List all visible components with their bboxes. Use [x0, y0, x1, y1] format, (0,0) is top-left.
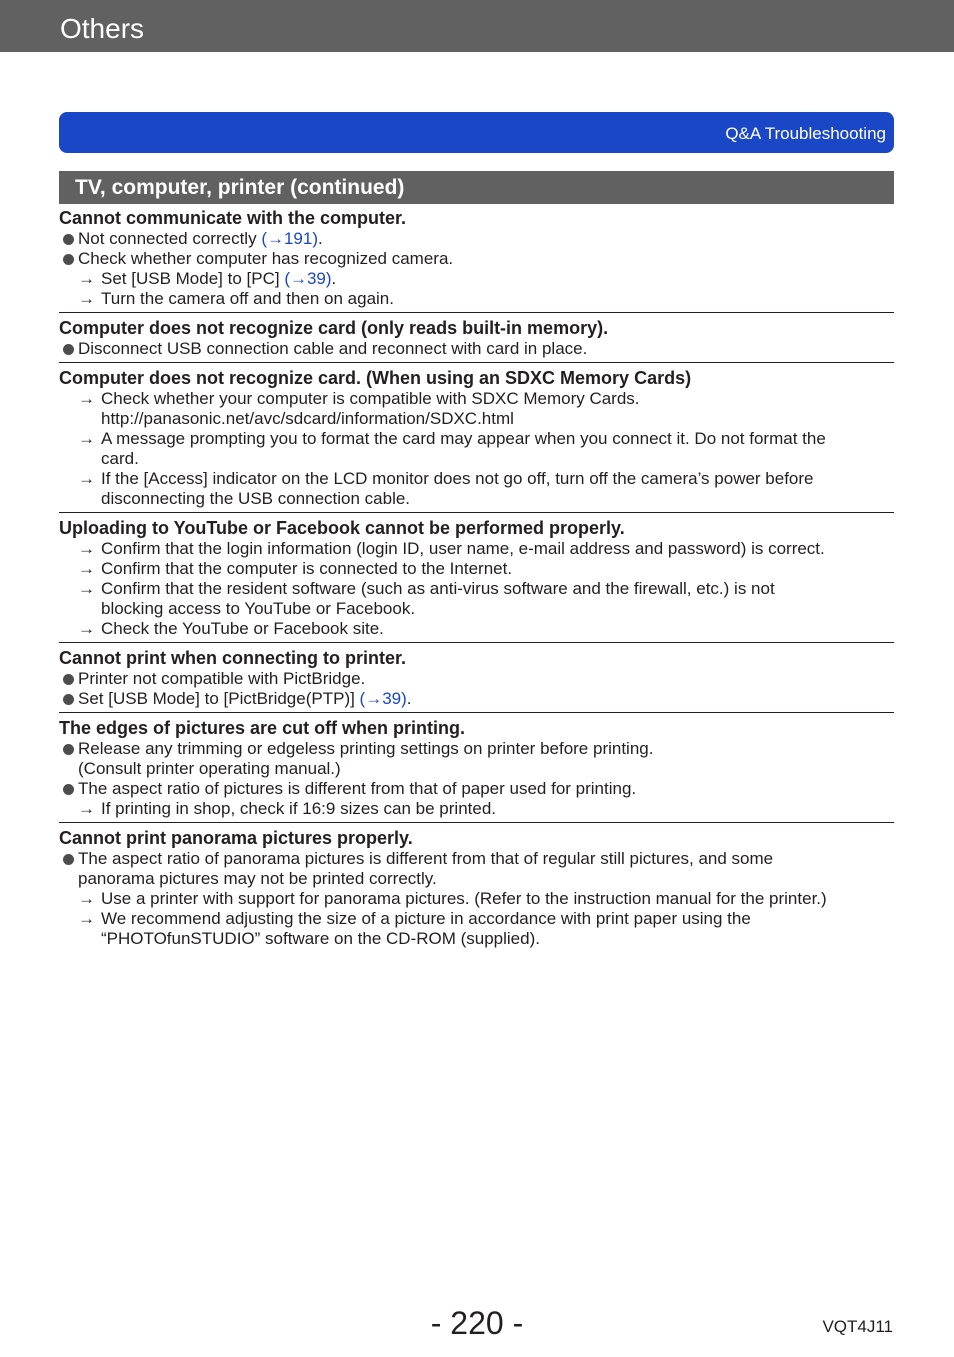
item-text: Disconnect USB connection cable and reconnect with card in place.	[78, 339, 588, 358]
qa-entry	[59, 643, 894, 713]
item-text: Turn the camera off and then on again.	[101, 289, 394, 308]
arrow-icon: →	[78, 909, 95, 928]
item-text: (Consult printer operating manual.)	[78, 759, 341, 778]
arrow-icon: →	[78, 389, 95, 408]
item-text: blocking access to YouTube or Facebook.	[101, 599, 416, 618]
item-text: Release any trimming or edgeless printing settings on printer before printing.	[78, 739, 654, 758]
continuation-line	[59, 449, 894, 469]
arrow-step	[59, 889, 894, 909]
continuation-line	[59, 599, 894, 619]
item-text: The aspect ratio of panorama pictures is different from that of regular still pictures, and some	[78, 849, 774, 868]
bullet-dot-icon	[63, 694, 74, 705]
arrow-icon: →	[78, 619, 95, 638]
chapter-title: Others	[60, 13, 145, 44]
item-text: Check whether computer has recognized camera.	[78, 249, 454, 268]
item-text: Check whether your computer is compatible with SDXC Memory Cards.	[101, 389, 640, 408]
qa-entry	[59, 313, 894, 363]
item-text: Not connected correctly	[78, 229, 262, 248]
bullet-dot-icon	[63, 254, 74, 265]
bullet-item	[59, 779, 894, 799]
qa-entry	[59, 823, 894, 952]
item-text-tail: .	[318, 229, 323, 248]
category-banner-label: Q&A Troubleshooting	[725, 124, 886, 143]
item-text: card.	[101, 449, 139, 468]
item-text: http://panasonic.net/avc/sdcard/information/SDXC.html	[101, 409, 514, 428]
troubleshooting-list	[59, 207, 894, 952]
item-text: Confirm that the resident software (such as anti-virus software and the firewall, etc.) is not	[101, 579, 775, 598]
top-bar	[0, 0, 954, 52]
item-text: Set [USB Mode] to [PictBridge(PTP)]	[78, 689, 360, 708]
item-text: The aspect ratio of pictures is different from that of paper used for printing.	[78, 779, 637, 798]
qa-entry	[59, 207, 894, 313]
document-code: VQT4J11	[822, 1317, 893, 1336]
arrow-step	[59, 389, 894, 409]
continuation-line	[59, 409, 894, 429]
question-heading: Uploading to YouTube or Facebook cannot be performed properly.	[59, 518, 625, 538]
qa-entry	[59, 513, 894, 643]
question-heading: Computer does not recognize card. (When using an SDXC Memory Cards)	[59, 368, 692, 388]
item-text-tail: .	[331, 269, 337, 288]
arrow-icon: →	[78, 289, 95, 308]
arrow-step	[59, 619, 894, 639]
question-heading: Cannot print panorama pictures properly.	[59, 828, 413, 848]
page-reference-link[interactable]: (→191)	[261, 229, 318, 248]
item-text: disconnecting the USB connection cable.	[101, 489, 411, 508]
arrow-step	[59, 909, 894, 929]
arrow-step	[59, 539, 894, 559]
bullet-dot-icon	[63, 674, 74, 685]
section-title: TV, computer, printer (continued)	[75, 176, 405, 199]
item-text: We recommend adjusting the size of a picture in accordance with print paper using the	[101, 909, 751, 928]
arrow-icon: →	[78, 429, 95, 448]
item-text: Check the YouTube or Facebook site.	[101, 619, 384, 638]
question-heading: The edges of pictures are cut off when printing.	[59, 718, 466, 738]
arrow-step	[59, 559, 894, 579]
qa-entry	[59, 713, 894, 823]
arrow-step	[59, 269, 894, 289]
bullet-item	[59, 689, 894, 709]
continuation-line	[59, 929, 894, 949]
item-text: Confirm that the computer is connected to the Internet.	[101, 559, 513, 578]
question-heading: Cannot print when connecting to printer.	[59, 648, 406, 668]
bullet-item	[59, 849, 894, 869]
item-text: Confirm that the login information (login ID, user name, e-mail address and password) is correct.	[101, 539, 825, 558]
page-reference-link[interactable]: (→39)	[359, 689, 407, 708]
arrow-step	[59, 429, 894, 449]
bullet-item	[59, 339, 894, 359]
bullet-dot-icon	[63, 234, 74, 245]
arrow-step	[59, 799, 894, 819]
arrow-step	[59, 289, 894, 309]
category-banner	[59, 112, 894, 153]
bullet-item	[59, 739, 894, 759]
item-text: Use a printer with support for panorama pictures. (Refer to the instruction manual for the printer.)	[101, 889, 827, 908]
arrow-icon: →	[78, 889, 95, 908]
arrow-step	[59, 469, 894, 489]
page-reference-link[interactable]: (→39)	[284, 269, 332, 288]
continuation-line	[59, 489, 894, 509]
arrow-step	[59, 579, 894, 599]
item-text: panorama pictures may not be printed correctly.	[78, 869, 437, 888]
bullet-dot-icon	[63, 744, 74, 755]
item-text: Set [USB Mode] to [PC]	[101, 269, 285, 288]
bullet-dot-icon	[63, 344, 74, 355]
bullet-dot-icon	[63, 854, 74, 865]
bullet-item	[59, 249, 894, 269]
continuation-line	[59, 759, 894, 779]
item-text: A message prompting you to format the card may appear when you connect it. Do not format the	[101, 429, 826, 448]
item-text: “PHOTOfunSTUDIO” software on the CD-ROM (supplied).	[101, 929, 540, 948]
continuation-line	[59, 869, 894, 889]
bullet-dot-icon	[63, 784, 74, 795]
arrow-icon: →	[78, 539, 95, 558]
bullet-item	[59, 229, 894, 249]
question-heading: Cannot communicate with the computer.	[59, 208, 407, 228]
page-number: - 220 -	[430, 1305, 524, 1341]
arrow-icon: →	[78, 469, 95, 488]
arrow-icon: →	[78, 559, 95, 578]
item-text: Printer not compatible with PictBridge.	[78, 669, 366, 688]
arrow-icon: →	[78, 799, 95, 818]
item-text-tail: .	[406, 689, 412, 708]
question-heading: Computer does not recognize card (only reads built-in memory).	[59, 318, 609, 338]
bullet-item	[59, 669, 894, 689]
item-text: If the [Access] indicator on the LCD monitor does not go off, turn off the camera’s power before	[101, 469, 814, 488]
item-text: If printing in shop, check if 16:9 sizes can be printed.	[101, 799, 497, 818]
qa-entry	[59, 363, 894, 513]
arrow-icon: →	[78, 269, 95, 288]
arrow-icon: →	[78, 579, 95, 598]
section-header	[59, 171, 894, 204]
